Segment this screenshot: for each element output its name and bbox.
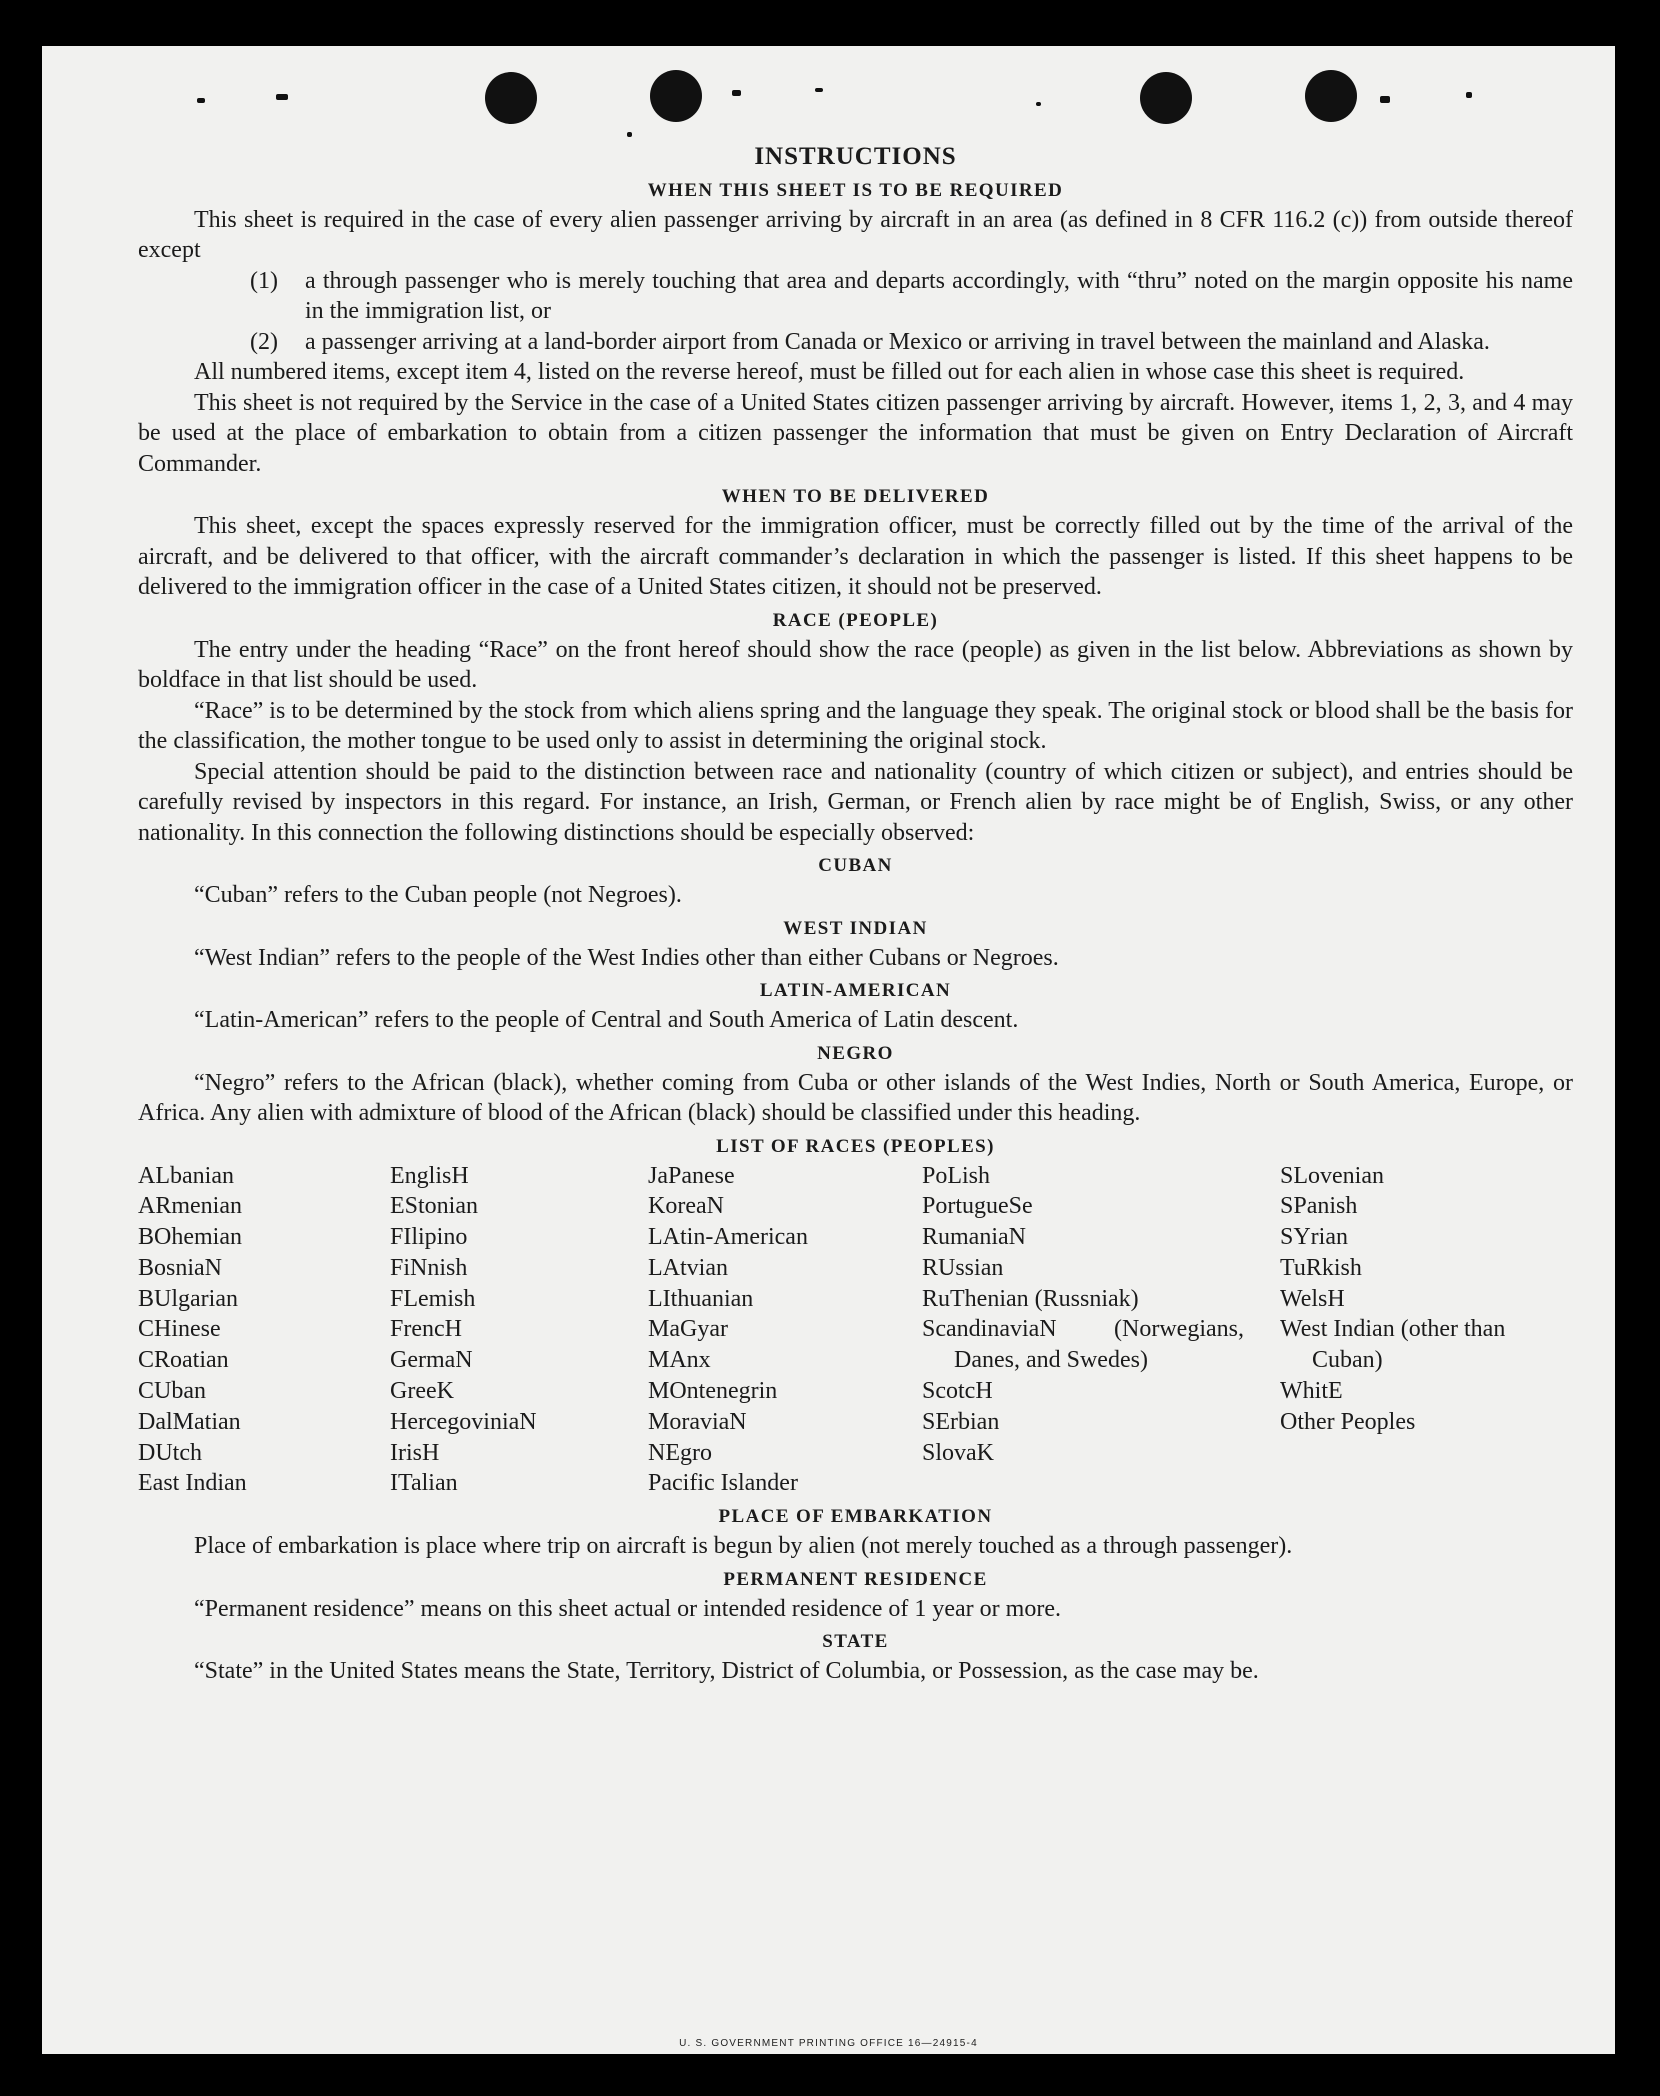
exception-item [250, 327, 1573, 358]
race-entry: FiNnish [390, 1254, 468, 1281]
race-entry: FLemish [390, 1285, 476, 1312]
speck [627, 132, 632, 137]
permanent-residence-text: “Permanent residence” means on this sheet actual or intended residence of 1 year or more. [194, 1595, 1061, 1622]
race-entry: BUlgarian [138, 1285, 238, 1312]
exception-item [250, 266, 1573, 327]
heading-west-indian: WEST INDIAN [783, 917, 928, 939]
race-entry: CUban [138, 1378, 206, 1405]
negro-text: “Negro” refers to the African (black), whether coming from Cuba or other islands of the West Indies, North or South America, Europe, or Africa. Any alien with admixture of blood of the African (black) should be classified under this heading. [138, 1069, 1573, 1126]
race-entry: ARmenian [138, 1193, 242, 1220]
race-entry: SlovaK [922, 1439, 994, 1466]
race-column [1280, 1161, 1542, 1500]
heading-when-required: WHEN THIS SHEET IS TO BE REQUIRED [647, 179, 1064, 201]
race-entry: ALbanian [138, 1162, 234, 1189]
punch-hole [1305, 70, 1357, 122]
race-entry: ScandinaviaN (Norwegians, Danes, and Swedes) [922, 1316, 1244, 1374]
exception-number: (1) [250, 267, 278, 294]
race-entry: TuRkish [1280, 1254, 1362, 1281]
document-sheet [42, 46, 1615, 2054]
race-entry: LAtvian [648, 1254, 728, 1281]
race-entry: RumaniaN [922, 1224, 1026, 1251]
race-entry: EStonian [390, 1193, 478, 1220]
heading-list-of-races: LIST OF RACES (PEOPLES) [716, 1135, 995, 1157]
race-entry: CHinese [138, 1316, 221, 1343]
printer-imprint: U. S. GOVERNMENT PRINTING OFFICE 16—24915-4 [679, 2038, 978, 2049]
race-entry: SLovenian [1280, 1162, 1384, 1189]
race-paragraph-3: Special attention should be paid to the distinction between race and nationality (country of which citizen or subject), and entries should be carefully revised by inspectors in this regard. For instance, an Irish, German, or French alien by race might be of English, Swiss, or any other nationality. In this connection the following distinctions should be especially observed: [138, 758, 1573, 846]
heading-latin-american: LATIN-AMERICAN [759, 980, 952, 1001]
race-entry: WelsH [1280, 1285, 1345, 1312]
exception-text: a passenger arriving at a land-border airport from Canada or Mexico or arriving in travel between the mainland and Alaska. [305, 328, 1490, 355]
race-entry: BOhemian [138, 1224, 242, 1251]
race-entry: DUtch [138, 1439, 202, 1466]
speck [732, 90, 741, 96]
race-list [138, 1161, 1573, 1500]
when-delivered-text: This sheet, except the spaces expressly reserved for the immigration officer, must be correctly filled out by the time of the arrival of the aircraft, and be delivered to that officer, with the aircraft commander’s declaration in which the passenger is listed. If this sheet happens to be delivered to the immigration officer in the case of a United States citizen, it should not be preserved. [138, 513, 1573, 600]
place-of-embarkation-text: Place of embarkation is place where trip on aircraft is begun by alien (not merely touched as a through passenger). [194, 1533, 1293, 1560]
race-entry: ITalian [390, 1470, 458, 1497]
heading-when-delivered: WHEN TO BE DELIVERED [721, 486, 990, 507]
punch-hole [485, 72, 537, 124]
race-entry: JaPanese [648, 1162, 735, 1189]
race-entry: WhitE [1280, 1378, 1343, 1405]
speck [1380, 96, 1390, 103]
race-entry: SErbian [922, 1408, 1000, 1435]
cuban-text: “Cuban” refers to the Cuban people (not Negroes). [194, 882, 682, 908]
speck [1466, 92, 1472, 98]
race-column [138, 1161, 390, 1500]
race-paragraph-1: The entry under the heading “Race” on the front hereof should show the race (people) as given in the list below. Abbreviations as shown by boldface in that list should be used. [138, 636, 1573, 693]
race-entry: DalMatian [138, 1408, 241, 1435]
race-entry: MaGyar [648, 1316, 728, 1343]
citizen-paragraph: This sheet is not required by the Service in the case of a United States citizen passenger arriving by aircraft. However, items 1, 2, 3, and 4 may be used at the place of embarkation to obtain from a citizen passenger the information that must be given on Entry Declaration of Aircraft Commander. [138, 389, 1573, 477]
race-entry: East Indian [138, 1470, 247, 1497]
race-entry: GermaN [390, 1347, 473, 1374]
race-entry: ScotcH [922, 1378, 993, 1405]
heading-permanent-residence: PERMANENT RESIDENCE [723, 1568, 988, 1590]
speck [197, 98, 205, 103]
numbered-items-paragraph: All numbered items, except item 4, listed on the reverse hereof, must be filled out for each alien in whose case this sheet is required. [194, 359, 1465, 385]
heading-state: STATE [822, 1631, 889, 1653]
heading-race: RACE (PEOPLE) [772, 609, 939, 631]
race-entry: SYrian [1280, 1224, 1348, 1251]
state-text: “State” in the United States means the State, Territory, District of Columbia, or Possession, as the case may be. [194, 1658, 1259, 1685]
race-entry: BosniaN [138, 1254, 222, 1281]
race-entry: West Indian (other than Cuban) [1280, 1316, 1506, 1374]
race-column [390, 1161, 648, 1500]
race-entry: MAnx [648, 1347, 711, 1374]
punch-hole [650, 70, 702, 122]
when-required-intro: This sheet is required in the case of every alien passenger arriving by aircraft in an area (as defined in 8 CFR 116.2 (c)) from outside thereof except [138, 206, 1573, 263]
race-entry: LIthuanian [648, 1285, 754, 1312]
exception-number: (2) [250, 328, 278, 355]
latin-american-text: “Latin-American” refers to the people of Central and South America of Latin descent. [194, 1007, 1019, 1033]
speck [276, 94, 288, 100]
race-entry: Pacific Islander [648, 1470, 798, 1497]
race-entry: RuThenian (Russniak) [922, 1285, 1139, 1312]
race-entry: CRoatian [138, 1347, 229, 1374]
speck [1036, 102, 1041, 106]
race-entry: Other Peoples [1280, 1408, 1416, 1435]
race-entry: KoreaN [648, 1193, 724, 1220]
heading-negro: NEGRO [817, 1042, 894, 1064]
page-title: INSTRUCTIONS [754, 143, 957, 170]
race-entry: EnglisH [390, 1162, 469, 1189]
race-entry: FIlipino [390, 1224, 468, 1251]
exception-text: a through passenger who is merely touching that area and departs accordingly, with “thru” noted on the margin opposite his name in the immigration list, or [305, 267, 1573, 324]
race-entry: SPanish [1280, 1193, 1358, 1220]
instructions-content [138, 142, 1573, 1687]
race-entry: PortugueSe [922, 1193, 1033, 1220]
race-entry: RUssian [922, 1254, 1004, 1281]
speck [815, 88, 823, 92]
race-entry: FrencH [390, 1316, 462, 1343]
race-entry: GreeK [390, 1378, 454, 1405]
race-entry: MOntenegrin [648, 1378, 778, 1405]
heading-place-of-embarkation: PLACE OF EMBARKATION [718, 1506, 993, 1528]
punch-hole [1140, 72, 1192, 124]
race-paragraph-2: “Race” is to be determined by the stock from which aliens spring and the language they speak. The original stock or blood shall be the basis for the classification, the mother tongue to be used only to assist in determining the original stock. [138, 697, 1573, 754]
heading-cuban: CUBAN [818, 855, 893, 876]
race-column [922, 1161, 1280, 1500]
race-entry: HercegoviniaN [390, 1408, 537, 1435]
race-entry: IrisH [390, 1439, 440, 1466]
race-column [648, 1161, 922, 1500]
race-entry: PoLish [922, 1162, 991, 1189]
race-entry: LAtin-American [648, 1224, 808, 1251]
race-entry: NEgro [648, 1439, 712, 1466]
race-entry: MoraviaN [648, 1408, 747, 1435]
west-indian-text: “West Indian” refers to the people of the West Indies other than either Cubans or Negroes. [194, 944, 1059, 971]
